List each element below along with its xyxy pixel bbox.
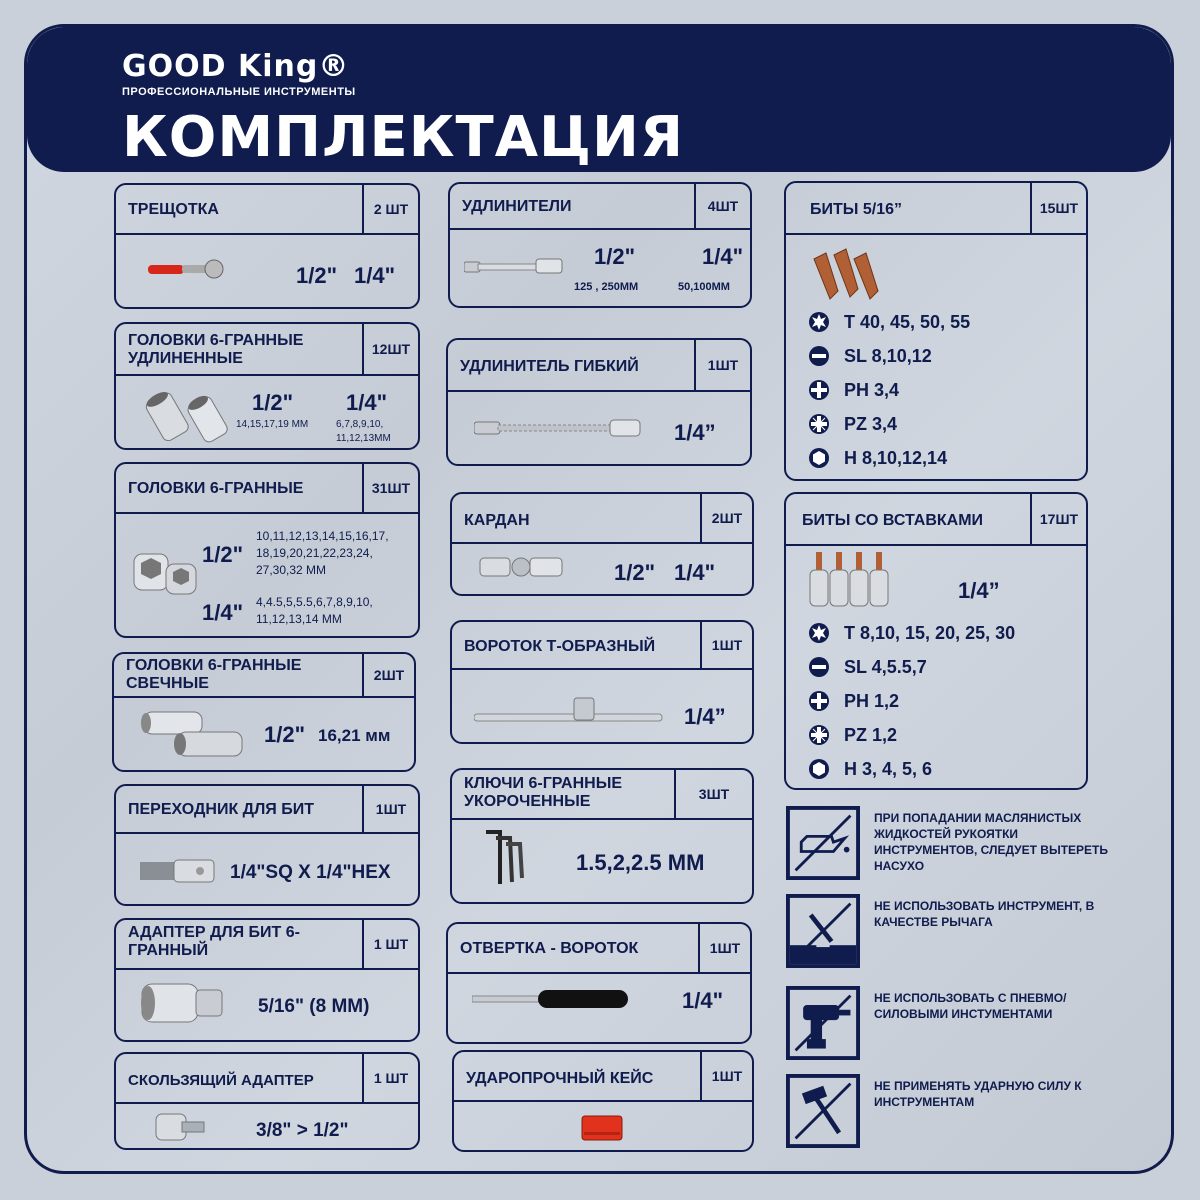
bit-row-torx xyxy=(808,311,970,333)
card-title: УДАРОПРОЧНЫЙ КЕЙС xyxy=(466,1070,654,1087)
card-title: СКОЛЬЗЯЩИЙ АДАПТЕР xyxy=(128,1072,314,1089)
bit-row-label: PZ 1,2 xyxy=(844,724,898,745)
card-qty: 3ШТ xyxy=(674,770,752,818)
size-quarter-detail: 6,7,8,9,10, 11,12,13ММ xyxy=(336,419,391,444)
card-qty: 1ШТ xyxy=(362,786,418,832)
bit-row-label: PH 1,2 xyxy=(844,690,900,711)
bit-row-pozidriv xyxy=(808,413,897,435)
socket-icon xyxy=(130,544,204,604)
bit-row-label: PH 3,4 xyxy=(844,379,900,400)
bit-row-label: T 8,10, 15, 20, 25, 30 xyxy=(844,622,1016,643)
spark-socket-icon xyxy=(138,708,248,764)
card-title: АДАПТЕР ДЛЯ БИТ 6-ГРАННЫЙ xyxy=(128,924,300,959)
card-slide-adapter xyxy=(114,1052,420,1150)
card-title: КЛЮЧИ 6-ГРАННЫЕ УКОРОЧЕННЫЕ xyxy=(464,775,623,810)
size-quarter: 1/4" xyxy=(346,390,388,415)
size-half: 1/2" xyxy=(296,263,338,288)
warning-text: НЕ ПРИМЕНЯТЬ УДАРНУЮ СИЛУ К ИНСТРУМЕНТАМ xyxy=(874,1079,1082,1109)
ratchet-icon xyxy=(148,257,228,281)
card-extensions xyxy=(448,182,752,308)
size-quarter: 1/4" xyxy=(702,244,744,269)
card-title: ГОЛОВКИ 6-ГРАННЫЕ xyxy=(128,480,304,497)
brand-name: GOOD King® xyxy=(122,49,350,84)
card-title: УДЛИНИТЕЛЬ ГИБКИЙ xyxy=(460,358,639,375)
adapter-size: 5/16" (8 ММ) xyxy=(258,996,370,1017)
bits-image-icon xyxy=(808,245,888,305)
size-half: 1/2" xyxy=(252,390,294,415)
flex-extension-icon xyxy=(474,416,644,440)
card-title: БИТЫ СО ВСТАВКАМИ xyxy=(802,512,984,529)
size-half: 1/2" xyxy=(594,244,636,269)
bit-row-hex xyxy=(808,447,947,469)
card-bit-adapter xyxy=(114,784,420,906)
card-title: ПЕРЕХОДНИК ДЛЯ БИТ xyxy=(128,801,315,818)
card-qty: 17ШТ xyxy=(1030,494,1086,544)
size-half: 1/2" xyxy=(264,722,306,747)
card-bits xyxy=(784,181,1088,481)
case-icon xyxy=(580,1114,624,1142)
bit-row-label: PZ 3,4 xyxy=(844,413,898,434)
card-qty: 4ШТ xyxy=(694,184,750,228)
card-qty: 31ШТ xyxy=(362,464,418,512)
card-flex-extension xyxy=(446,338,752,466)
hex-icon xyxy=(808,447,830,469)
cardan-icon xyxy=(478,552,564,582)
warning-text: ПРИ ПОПАДАНИИ МАСЛЯНИСТЫХ ЖИДКОСТЕЙ РУКОЯТКИ ИНСТРУМЕНТОВ, СЛЕДУЕТ ВЫТЕРЕТЬ НАСУХО xyxy=(874,811,1108,873)
slide-adapter-icon xyxy=(152,1110,208,1144)
card-title: ТРЕЩОТКА xyxy=(128,201,219,218)
card-cardan xyxy=(450,492,754,596)
size-quarter: 1/4” xyxy=(684,704,726,729)
slotted-icon xyxy=(808,656,830,678)
card-spark-sockets xyxy=(112,652,416,772)
card-title: ГОЛОВКИ 6-ГРАННЫЕ СВЕЧНЫЕ xyxy=(126,657,302,692)
bit-row-slotted xyxy=(808,656,927,678)
screwdriver-icon xyxy=(472,986,632,1014)
pozidriv-icon xyxy=(808,724,830,746)
oil-can-warning-icon xyxy=(786,806,860,880)
card-qty: 12ШТ xyxy=(362,324,418,374)
warning-impact xyxy=(786,1074,1146,1154)
hex-icon xyxy=(808,758,830,780)
bit-row-torx xyxy=(808,622,1015,644)
size-half-detail: 10,11,12,13,14,15,16,17, 18,19,20,21,22,23,24, 27,30,32 ММ xyxy=(256,529,389,577)
card-qty: 1ШТ xyxy=(700,1052,752,1100)
card-sockets xyxy=(114,462,420,638)
card-screwdriver xyxy=(446,922,752,1044)
brand-logo xyxy=(122,49,356,98)
warning-text: НЕ ИСПОЛЬЗОВАТЬ ИНСТРУМЕНТ, В КАЧЕСТВЕ РЫЧАГА xyxy=(874,899,1095,929)
slotted-icon xyxy=(808,345,830,367)
card-t-handle xyxy=(450,620,754,744)
card-qty: 1ШТ xyxy=(698,924,750,972)
warning-oil xyxy=(786,806,1146,886)
long-socket-icon xyxy=(138,384,234,444)
warning-power-tools xyxy=(786,986,1146,1066)
card-long-sockets xyxy=(114,322,420,450)
card-title: ГОЛОВКИ 6-ГРАННЫЕ УДЛИНЕННЫЕ xyxy=(128,332,304,367)
size-quarter: 1/4” xyxy=(674,420,716,445)
size-quarter: 1/4" xyxy=(354,263,396,288)
card-qty: 2 ШТ xyxy=(362,185,418,233)
bit-row-label: H 8,10,12,14 xyxy=(844,447,948,468)
hammer-warning-icon xyxy=(786,1074,860,1148)
bit-row-pozidriv xyxy=(808,724,897,746)
card-qty: 2ШТ xyxy=(362,654,414,696)
card-qty: 1 ШТ xyxy=(362,920,418,968)
bit-row-phillips xyxy=(808,690,899,712)
header-band xyxy=(27,27,1171,172)
card-qty: 1ШТ xyxy=(700,622,752,668)
card-qty: 1ШТ xyxy=(694,340,750,390)
extension-icon xyxy=(464,256,564,276)
bit-row-label: T 40, 45, 50, 55 xyxy=(844,311,971,332)
brand-tagline: ПРОФЕССИОНАЛЬНЫЕ ИНСТРУМЕНТЫ xyxy=(122,86,356,98)
torx-icon xyxy=(808,622,830,644)
lever-warning-icon xyxy=(786,894,860,968)
card-qty: 15ШТ xyxy=(1030,183,1086,233)
card-ratchet xyxy=(114,183,420,309)
card-case xyxy=(452,1050,754,1152)
insert-bits-icon xyxy=(808,552,896,608)
bit-row-hex xyxy=(808,758,932,780)
size-quarter: 1/4" xyxy=(674,560,716,585)
size-quarter-detail: 4,4.5,5,5.5,6,7,8,9,10, 11,12,13,14 ММ xyxy=(256,595,373,626)
bit-adapter-icon xyxy=(140,856,220,886)
page-title: КОМПЛЕКТАЦИЯ xyxy=(122,105,684,170)
drill-warning-icon xyxy=(786,986,860,1060)
bit-row-slotted xyxy=(808,345,932,367)
key-sizes: 1.5,2,2.5 ММ xyxy=(576,850,705,875)
card-insert-bits xyxy=(784,492,1088,790)
bit-row-label: SL 4,5.5,7 xyxy=(844,656,927,677)
torx-icon xyxy=(808,311,830,333)
size-half-detail: 125 , 250ММ xyxy=(574,281,639,293)
card-qty: 1 ШТ xyxy=(362,1054,418,1102)
phillips-icon xyxy=(808,690,830,712)
card-qty: 2ШТ xyxy=(700,494,752,542)
card-hex-keys xyxy=(450,768,754,904)
size-quarter: 1/4" xyxy=(682,988,724,1013)
bit-row-label: H 3, 4, 5, 6 xyxy=(844,758,933,779)
size-quarter: 1/4” xyxy=(958,578,1000,603)
adapter-size: 3/8" > 1/2" xyxy=(256,1120,349,1141)
bit-row-label: SL 8,10,12 xyxy=(844,345,932,366)
card-title: УДЛИНИТЕЛИ xyxy=(462,198,572,215)
size-detail: 16,21 мм xyxy=(318,726,391,745)
card-title: ОТВЕРТКА - ВОРОТОК xyxy=(460,940,639,957)
hex-adapter-icon xyxy=(138,978,228,1028)
warning-lever xyxy=(786,894,1146,974)
size-half: 1/2" xyxy=(614,560,656,585)
card-hex-adapter xyxy=(114,918,420,1042)
t-handle-icon xyxy=(474,692,664,728)
size-quarter: 1/4" xyxy=(202,600,244,625)
warning-text: НЕ ИСПОЛЬЗОВАТЬ С ПНЕВМО/СИЛОВЫМИ ИНСТУМЕНТАМИ xyxy=(874,991,1067,1021)
phillips-icon xyxy=(808,379,830,401)
card-title: КАРДАН xyxy=(464,512,530,529)
adapter-size: 1/4"SQ X 1/4"HEX xyxy=(230,862,391,883)
size-quarter-detail: 50,100ММ xyxy=(678,281,730,293)
size-half-detail: 14,15,17,19 ММ xyxy=(236,419,309,430)
card-title: БИТЫ 5/16” xyxy=(810,201,903,218)
size-half: 1/2" xyxy=(202,542,244,567)
hex-key-icon xyxy=(482,828,528,888)
bit-row-phillips xyxy=(808,379,899,401)
pozidriv-icon xyxy=(808,413,830,435)
card-title: ВОРОТОК Т-ОБРАЗНЫЙ xyxy=(464,638,656,655)
